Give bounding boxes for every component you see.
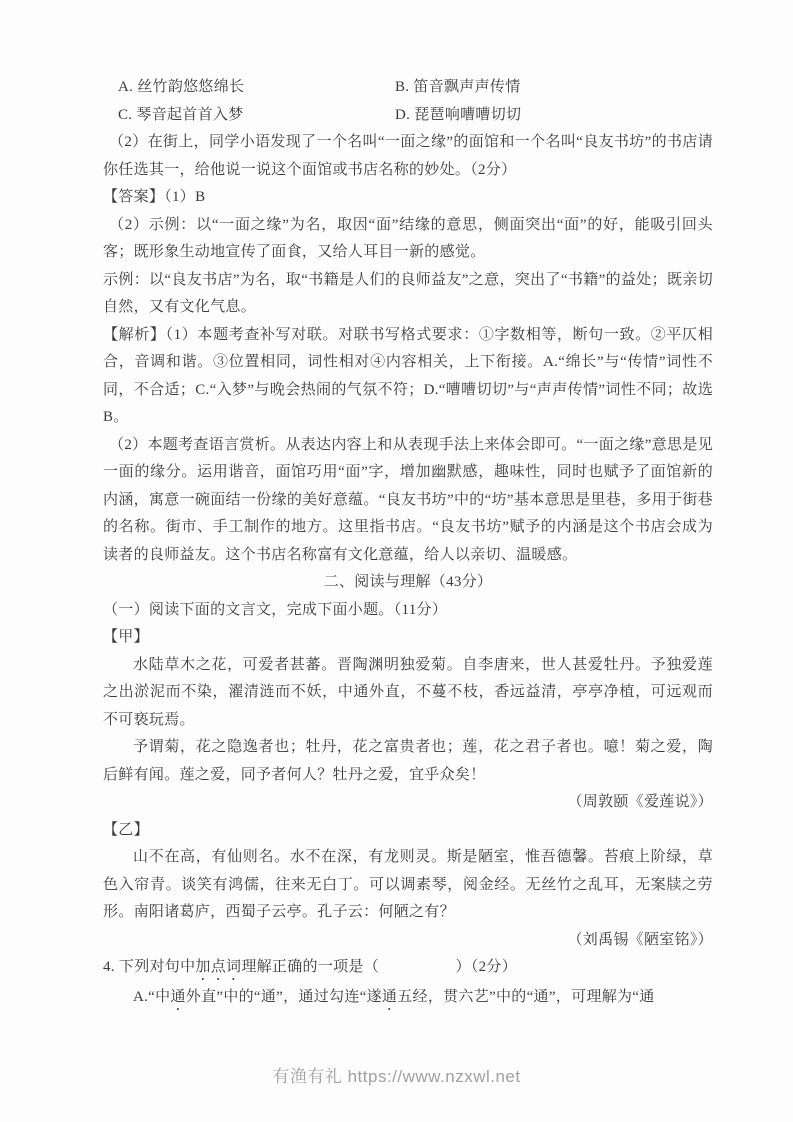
question-2-text: （2）在街上，同学小语发现了一个名叫“一面之缘”的面馆和一个名叫“良友书坊”的书店请你任选其一，给他说一说这个面馆或书店名称的妙处。（2分）: [103, 134, 713, 178]
couplet-options-row-1: [103, 74, 713, 102]
question-4-option-a: [103, 984, 713, 1014]
analysis-paragraph-1: 【解析】（1）本题考查补写对联。对联书写格式要求：①字数相等，断句一致。②平仄相合，音调和谐。③位置相同，词性相对④内容相关，上下衔接。A.“绵长”与“传情”词性不同，不合适；C.“入梦”与晚会热闹的气氛不符；D.“嘈嘈切切”与“声声传情”词性不同；故选B。: [103, 326, 713, 425]
answer-label-line: 【答案】（1）B: [103, 189, 206, 205]
couplet-option-c: C. 琴音起首首入梦: [118, 106, 244, 123]
couplet-option-a: A. 丝竹韵悠悠绵长: [118, 79, 245, 95]
question-4-stem-post: 理解正确的一项是（ ）（2分）: [241, 959, 518, 975]
question-4-option-a-mid: 外直”中的“通”，通过勾连“遂: [185, 989, 382, 1005]
section-heading: 二、阅读与理解（43分）: [323, 574, 493, 590]
footer-watermark-link[interactable]: 有渔有礼 https://www.nzxwl.net: [272, 1067, 521, 1086]
passage-yi-paragraph-1: 山不在高，有仙则名。水不在深，有龙则灵。斯是陋室，惟吾德馨。苔痕上阶绿，草色入帘青。谈笑有鸿儒，往来无白丁。可以调素琴，阅金经。无丝竹之乱耳，无案牍之劳形。南阳诸葛庐，西蜀子云亭。孔子云：何陋之有？: [103, 849, 713, 920]
question-4-stem-pre: 4. 下列对句中: [103, 959, 196, 975]
couplet-option-b: B. 笛音飘声声传情: [395, 79, 521, 95]
answer-paragraph-1: （2）示例：以“一面之缘”为名，取因“面”结缘的意思，侧面突出“面”的好，能吸引回头客；既形象生动地宣传了面食，又给人耳目一新的感觉。: [103, 216, 713, 260]
passage-jia-source: （周敦颐《爱莲说》）: [567, 794, 713, 810]
couplet-option-d: D. 琵琶响嘈嘈切切: [395, 106, 522, 123]
question-4-stem-dotted-term: 加点词: [195, 959, 242, 975]
passage-jia-paragraph-1: 水陆草木之花，可爱者甚蕃。晋陶渊明独爱菊。自李唐来，世人甚爱牡丹。予独爱莲之出淤泥而不染，濯清涟而不妖，中通外直，不蔓不枝，香远益清，亭亭净植，可远观而不可亵玩焉。: [103, 656, 713, 728]
answer-paragraph-2: 示例：以“良友书店”为名，取“书籍是人们的良师益友”之意，突出了“书籍”的益处；既亲切自然，又有文化气息。: [103, 271, 713, 315]
question-4-option-a-dotted-2: 通: [381, 989, 398, 1005]
passage-yi-label: 【乙】: [103, 821, 149, 838]
passage-jia-paragraph-2: 予谓菊，花之隐逸者也；牡丹，花之富贵者也；莲，花之君子者也。噫！菊之爱，陶后鲜有闻。莲之爱，同予者何人？牡丹之爱，宜乎众矣！: [103, 739, 713, 783]
question-4-option-a-pre: A.“中: [133, 989, 171, 1005]
couplet-options-row-2: [103, 102, 713, 130]
passage-jia-label: 【甲】: [103, 629, 149, 645]
question-4-option-a-dotted-1: 通: [170, 989, 186, 1005]
analysis-paragraph-2: （2）本题考查语言赏析。从表达内容上和从表现手法上来体会即可。“一面之缘”意思是见一面的缘分。运用谐音，面馆巧用“面”字，增加幽默感，趣味性，同时也赋予了面馆新的内涵，寓意一碗面结一份缘的美好意蕴。“良友书坊”中的“坊”基本意思是里巷，多用于街巷的名称。街市、手工制作的地方。这里指书店。“良友书坊”赋予的内涵是这个书店会成为读者的良师益友。这个书店名称富有文化意蕴，给人以亲切、温暖感。: [103, 436, 713, 563]
section-intro: （一）阅读下面的文言文，完成下面小题。（11分）: [103, 601, 448, 618]
passage-yi-source: （刘禹锡《陋室铭》）: [567, 931, 713, 948]
question-4-option-a-post: 五经，贯六艺”中的“通”，可理解为“通: [397, 989, 655, 1005]
question-4-stem: [103, 954, 713, 984]
page-footer: [0, 1062, 793, 1087]
